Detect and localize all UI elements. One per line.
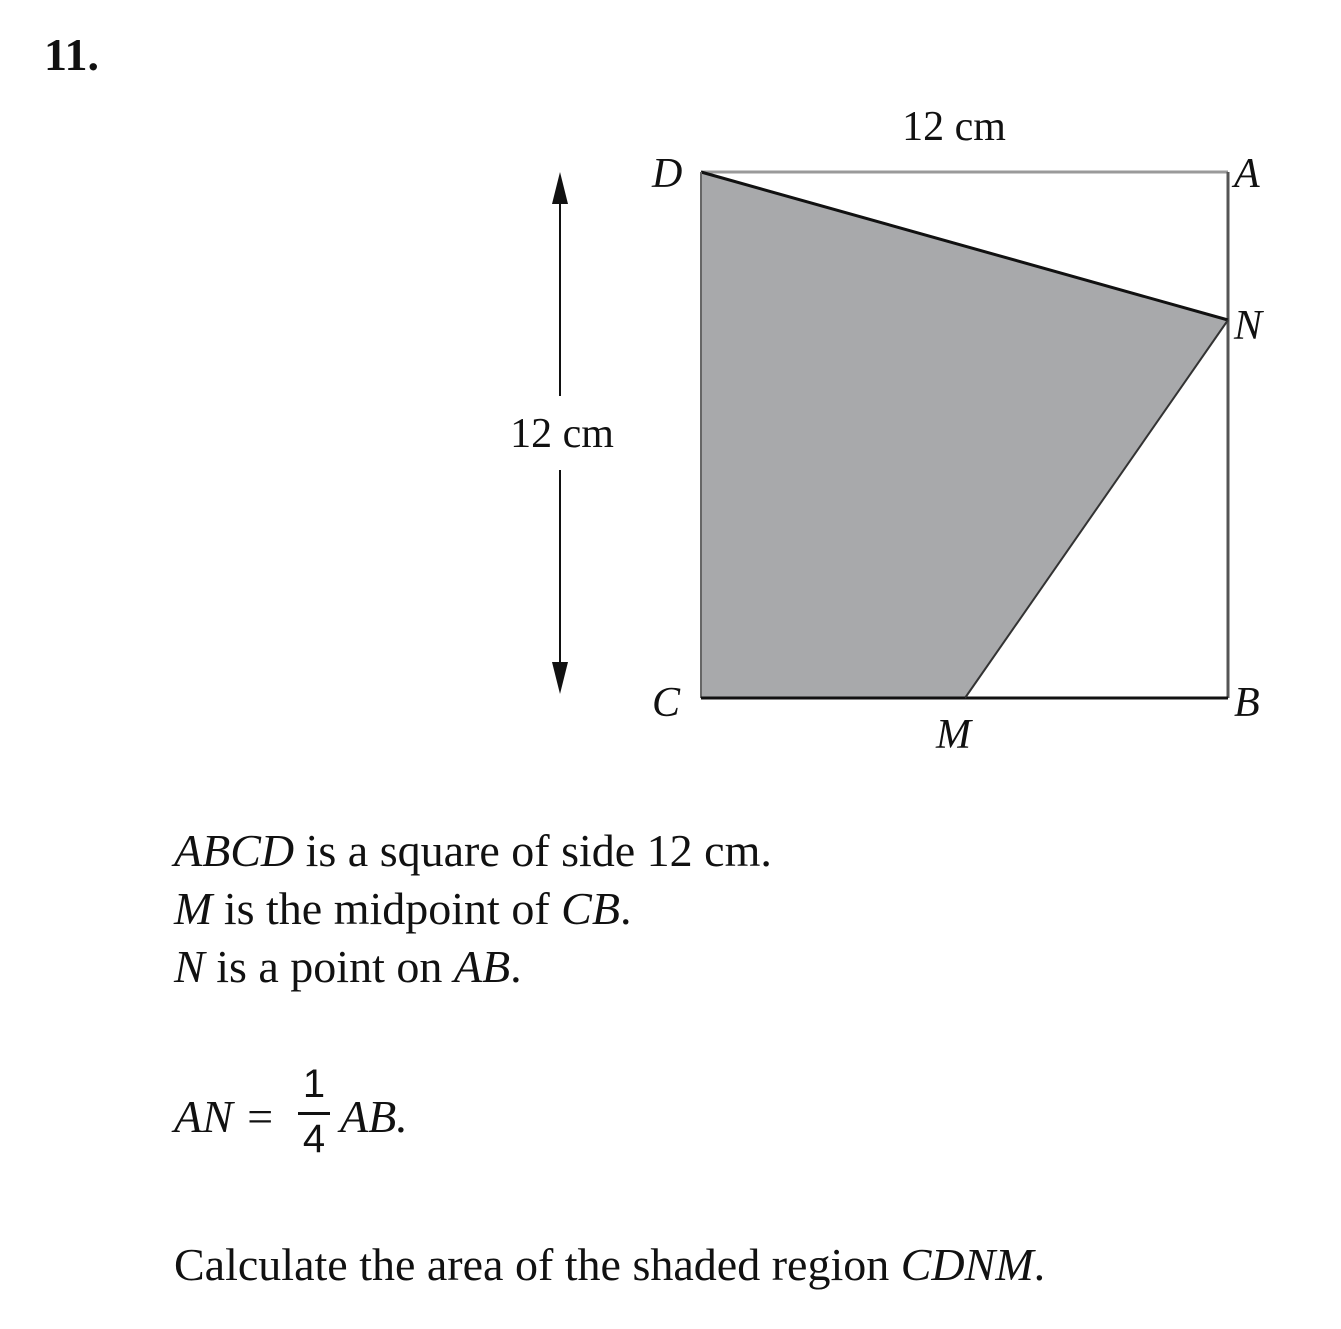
vertex-label-a: A bbox=[1234, 151, 1260, 197]
var-abcd: ABCD bbox=[174, 825, 295, 876]
statement-line-1-text: is a square of side 12 cm. bbox=[294, 825, 772, 876]
task-text: Calculate the area of the shaded region bbox=[174, 1239, 901, 1290]
statement-line-2 bbox=[174, 880, 772, 938]
vertex-label-n: N bbox=[1234, 303, 1263, 349]
task-end: . bbox=[1033, 1239, 1046, 1290]
vertex-label-d: D bbox=[652, 151, 683, 197]
var-m: M bbox=[174, 883, 213, 934]
statement-line-2-text: is the midpoint of bbox=[212, 883, 562, 934]
top-dimension-label: 12 cm bbox=[902, 104, 1006, 150]
arrowhead-down-icon bbox=[552, 662, 568, 694]
arrowhead-up-icon bbox=[552, 172, 568, 204]
statement-line-3-end: . bbox=[510, 941, 522, 992]
statement-line-2-end: . bbox=[619, 883, 632, 934]
equation-lhs-text: AN = bbox=[174, 1091, 276, 1142]
var-cdnm: CDNM bbox=[900, 1239, 1034, 1290]
statement-line-3-text: is a point on bbox=[204, 941, 454, 992]
var-cb: CB bbox=[561, 883, 620, 934]
side-dimension-label: 12 cm bbox=[510, 411, 614, 457]
equation-rhs bbox=[340, 1090, 408, 1143]
fraction-numerator: 1 bbox=[302, 1062, 326, 1106]
fraction-denominator: 4 bbox=[302, 1117, 326, 1161]
vertex-label-b: B bbox=[1234, 680, 1260, 726]
statement-line-3 bbox=[174, 938, 772, 996]
task-instruction bbox=[174, 1238, 1045, 1291]
var-n: N bbox=[174, 941, 205, 992]
equation-lhs bbox=[174, 1090, 275, 1143]
vertex-label-c: C bbox=[652, 680, 681, 726]
vertex-label-m: M bbox=[936, 712, 971, 758]
var-ab: AB bbox=[453, 941, 511, 992]
statement-line-1 bbox=[174, 822, 772, 880]
fraction-bar bbox=[298, 1112, 330, 1115]
problem-statement bbox=[174, 822, 772, 996]
question-number: 11. bbox=[44, 29, 99, 80]
equation-rhs-text: AB. bbox=[340, 1091, 408, 1142]
